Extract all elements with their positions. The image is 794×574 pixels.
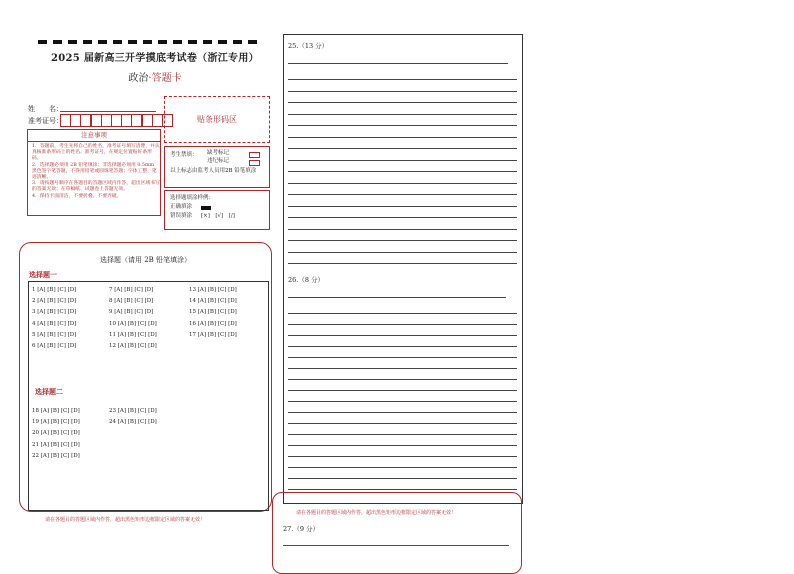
answer-line[interactable] (288, 390, 517, 391)
correct-fill-label: 正确填涂 (170, 204, 193, 210)
question-number: 3 (32, 309, 38, 316)
absence-label: 考生禁填： (170, 152, 198, 158)
choice-question-13[interactable] (189, 287, 237, 293)
question-number: 6 (32, 343, 38, 349)
page-title: 2025 届新高三开学摸底考试卷（浙江专用） (51, 53, 259, 64)
answer-line[interactable] (288, 148, 517, 149)
choice-question-5[interactable] (32, 332, 76, 338)
answer-options[interactable]: [A] [B] [C] [D] (37, 331, 77, 338)
answer-options[interactable]: [A] [B] [C] [D] (117, 331, 157, 338)
answer-options[interactable]: [A] [B] [C] [D] (40, 408, 80, 414)
question-number: 9 (109, 309, 115, 316)
answer-line[interactable] (288, 160, 517, 161)
question-number: 14 (189, 298, 198, 305)
header-dash-bar (38, 40, 266, 44)
answer-options[interactable]: [A] [B] [C] [D] (40, 441, 80, 448)
subject: 政治 (128, 73, 149, 84)
barcode-label: 贴条形码区 (197, 115, 237, 124)
question-27-label: 27.（9 分） (283, 525, 320, 533)
answer-options[interactable]: [A] [B] [C] [D] (40, 430, 80, 437)
question-number: 22 (32, 452, 41, 459)
choice-question-2[interactable] (32, 298, 76, 304)
question-number: 5 (32, 331, 38, 338)
answer-options[interactable]: [A] [B] [C] [D] (197, 287, 237, 293)
answer-options[interactable]: [A] [B] [C] [D] (197, 309, 237, 316)
question-26-label: 26.（8 分） (288, 276, 325, 284)
card-label: 答题卡 (151, 73, 182, 84)
choice-question-1[interactable] (32, 287, 76, 293)
question-number: 21 (32, 441, 41, 448)
section-two-title: 选择题二 (35, 387, 63, 396)
answer-options[interactable]: [A] [B] [C] [D] (117, 419, 157, 426)
answer-options[interactable]: [A] [B] [C] [D] (197, 320, 237, 327)
answer-options[interactable]: [A] [B] [C] [D] (197, 298, 237, 305)
question-number: 23 (109, 408, 118, 414)
answer-options[interactable]: [A] [B] [C] [D] (40, 419, 80, 426)
section-one-title: 选择题一 (29, 270, 57, 279)
choice-question-6[interactable] (32, 343, 76, 349)
question-number: 12 (109, 343, 118, 349)
answer-line[interactable] (288, 194, 517, 195)
answer-line[interactable] (288, 229, 517, 230)
question-number: 20 (32, 430, 41, 437)
answer-line[interactable] (288, 401, 517, 402)
choice-section (19, 242, 272, 512)
choice-question-22[interactable] (32, 453, 80, 459)
answer-line[interactable] (288, 125, 517, 126)
right-warning: 请在各题目的答题区域内作答，超出黑色矩形边框限定区域的答案无效！ (296, 510, 457, 516)
answer-line[interactable] (288, 91, 517, 92)
answer-options[interactable]: [A] [B] [C] [D] (117, 320, 157, 327)
answer-line[interactable] (288, 206, 517, 207)
question-number: 4 (32, 320, 38, 327)
question-number: 10 (109, 320, 118, 327)
answer-line[interactable] (288, 434, 517, 435)
choice-question-14[interactable] (189, 298, 237, 304)
answer-line[interactable] (288, 137, 517, 138)
fill-sample-box (164, 190, 270, 230)
answer-line[interactable] (288, 467, 517, 468)
question-number: 13 (189, 287, 198, 293)
choice-question-4[interactable] (32, 321, 76, 327)
choice-question-23[interactable] (109, 408, 157, 414)
answer-line[interactable] (288, 297, 506, 298)
subject-separator: · (148, 73, 152, 84)
wrong-fill-marks: [×] [√] [/] (201, 213, 235, 219)
choice-question-12[interactable] (109, 343, 157, 349)
question-number: 19 (32, 419, 41, 426)
answer-line[interactable] (288, 478, 517, 479)
answer-line[interactable] (288, 171, 517, 172)
notice-item: 4．保持卡面清洁，不要折叠、不要弄破。 (32, 193, 122, 199)
question-number: 1 (32, 287, 38, 293)
choice-question-11[interactable] (109, 332, 157, 338)
choice-grid (28, 281, 269, 511)
choice-heading: 选择题（请用 2B 铅笔填涂） (99, 256, 192, 264)
answer-options[interactable]: [A] [B] [C] [D] (37, 298, 77, 305)
choice-question-8[interactable] (109, 298, 153, 304)
answer-line[interactable] (288, 412, 517, 413)
notice-item: 2．选择题必须用 2B 铅笔填涂；非选择题必须用 0.5mm 黑色签字笔答题，不得用铅笔或圆珠笔答题；字体工整、笔迹清晰。 (32, 162, 157, 181)
answer-line[interactable] (288, 252, 517, 253)
answer-line[interactable] (288, 489, 517, 490)
answer-line[interactable] (288, 114, 517, 115)
notice-list (28, 144, 160, 200)
question-number: 17 (189, 331, 198, 338)
choice-question-15[interactable] (189, 309, 237, 315)
answer-options[interactable]: [A] [B] [C] [D] (37, 287, 77, 293)
answer-options[interactable]: [A] [B] [C] [D] (117, 408, 157, 414)
answer-line[interactable] (288, 183, 517, 184)
question-number: 2 (32, 298, 38, 305)
question-number: 7 (109, 287, 115, 293)
answer-options[interactable]: [A] [B] [C] [D] (114, 287, 154, 293)
answer-line[interactable] (288, 357, 517, 358)
answer-line[interactable] (288, 379, 517, 380)
question-number: 16 (189, 320, 198, 327)
barcode-area (164, 96, 270, 143)
choice-question-21[interactable] (32, 442, 80, 448)
answer-panel-25-26 (283, 34, 523, 504)
notice-item: 3．请按题号顺序在各题目的答题区域内作答，超出区域书写的答案无效；在草稿纸、试题卷上答题无效。 (32, 181, 160, 193)
choice-question-20[interactable] (32, 430, 80, 436)
choice-question-10[interactable] (109, 321, 157, 327)
absence-box (164, 146, 270, 188)
sample-heading: 选择题填涂样例： (170, 195, 215, 201)
question-25-label: 25.（13 分） (288, 42, 329, 50)
answer-options[interactable]: [A] [B] [C] [D] (37, 320, 77, 327)
absence-note: 以上标志由监考人员用2B 铅笔填涂 (170, 168, 257, 174)
answer-options[interactable]: [A] [B] [C] [D] (114, 309, 154, 316)
absent-mark-label: 缺考标记 (207, 150, 230, 156)
answer-options[interactable]: [A] [B] [C] [D] (197, 331, 237, 338)
answer-options[interactable]: [A] [B] [C] [D] (117, 343, 157, 349)
notice-item: 1．答题前，考生先将自己的姓名，准考证号填写清楚，并认真核准条形码上的姓名、准考证号，在规定位置贴好条形码。 (32, 144, 160, 162)
answer-line[interactable] (288, 456, 517, 457)
answer-line[interactable] (288, 423, 517, 424)
choice-question-17[interactable] (189, 332, 237, 338)
answer-line[interactable] (288, 445, 517, 446)
answer-line[interactable] (288, 335, 517, 336)
violation-mark-label: 违纪标记 (207, 158, 230, 164)
answer-options[interactable]: [A] [B] [C] [D] (40, 452, 80, 459)
answer-line[interactable] (288, 102, 517, 103)
answer-line[interactable] (288, 263, 517, 264)
left-bottom-warning: 请在各题目的答题区域内作答，超出黑色矩形边框限定区域的答案无效！ (45, 517, 206, 523)
answer-line[interactable] (288, 240, 517, 241)
name-label: 姓 名： (28, 105, 63, 113)
answer-options[interactable]: [A] [B] [C] [D] (114, 298, 154, 305)
answer-options[interactable]: [A] [B] [C] [D] (37, 309, 77, 316)
wrong-fill-label: 错误填涂 (170, 213, 193, 219)
choice-question-3[interactable] (32, 309, 76, 315)
answer-line[interactable] (288, 63, 508, 64)
question-number: 24 (109, 419, 118, 426)
answer-line[interactable] (288, 79, 517, 80)
choice-question-24[interactable] (109, 419, 157, 425)
answer-line[interactable] (288, 324, 517, 325)
answer-line[interactable] (283, 545, 509, 546)
question-number: 11 (109, 331, 118, 338)
choice-question-9[interactable] (109, 309, 153, 315)
exam-number-label: 准考证号： (28, 117, 63, 125)
choice-question-18[interactable] (32, 408, 80, 414)
notice-box (27, 129, 161, 216)
question-number: 15 (189, 309, 198, 316)
choice-question-7[interactable] (109, 287, 153, 293)
name-field[interactable] (60, 103, 156, 112)
choice-question-16[interactable] (189, 321, 237, 327)
answer-options[interactable]: [A] [B] [C] [D] (37, 343, 77, 349)
page-subtitle (30, 69, 280, 84)
answer-line[interactable] (288, 346, 517, 347)
correct-fill-sample (201, 206, 211, 210)
question-number: 18 (32, 408, 41, 414)
absent-mark-box[interactable] (249, 152, 260, 158)
violation-mark-box[interactable] (249, 160, 260, 166)
choice-question-19[interactable] (32, 419, 80, 425)
answer-line[interactable] (288, 368, 517, 369)
answer-line[interactable] (288, 313, 517, 314)
answer-line[interactable] (288, 217, 517, 218)
question-number: 8 (109, 298, 115, 305)
exam-number-boxes[interactable] (60, 114, 172, 127)
notice-heading: 注意事项 (28, 130, 160, 142)
